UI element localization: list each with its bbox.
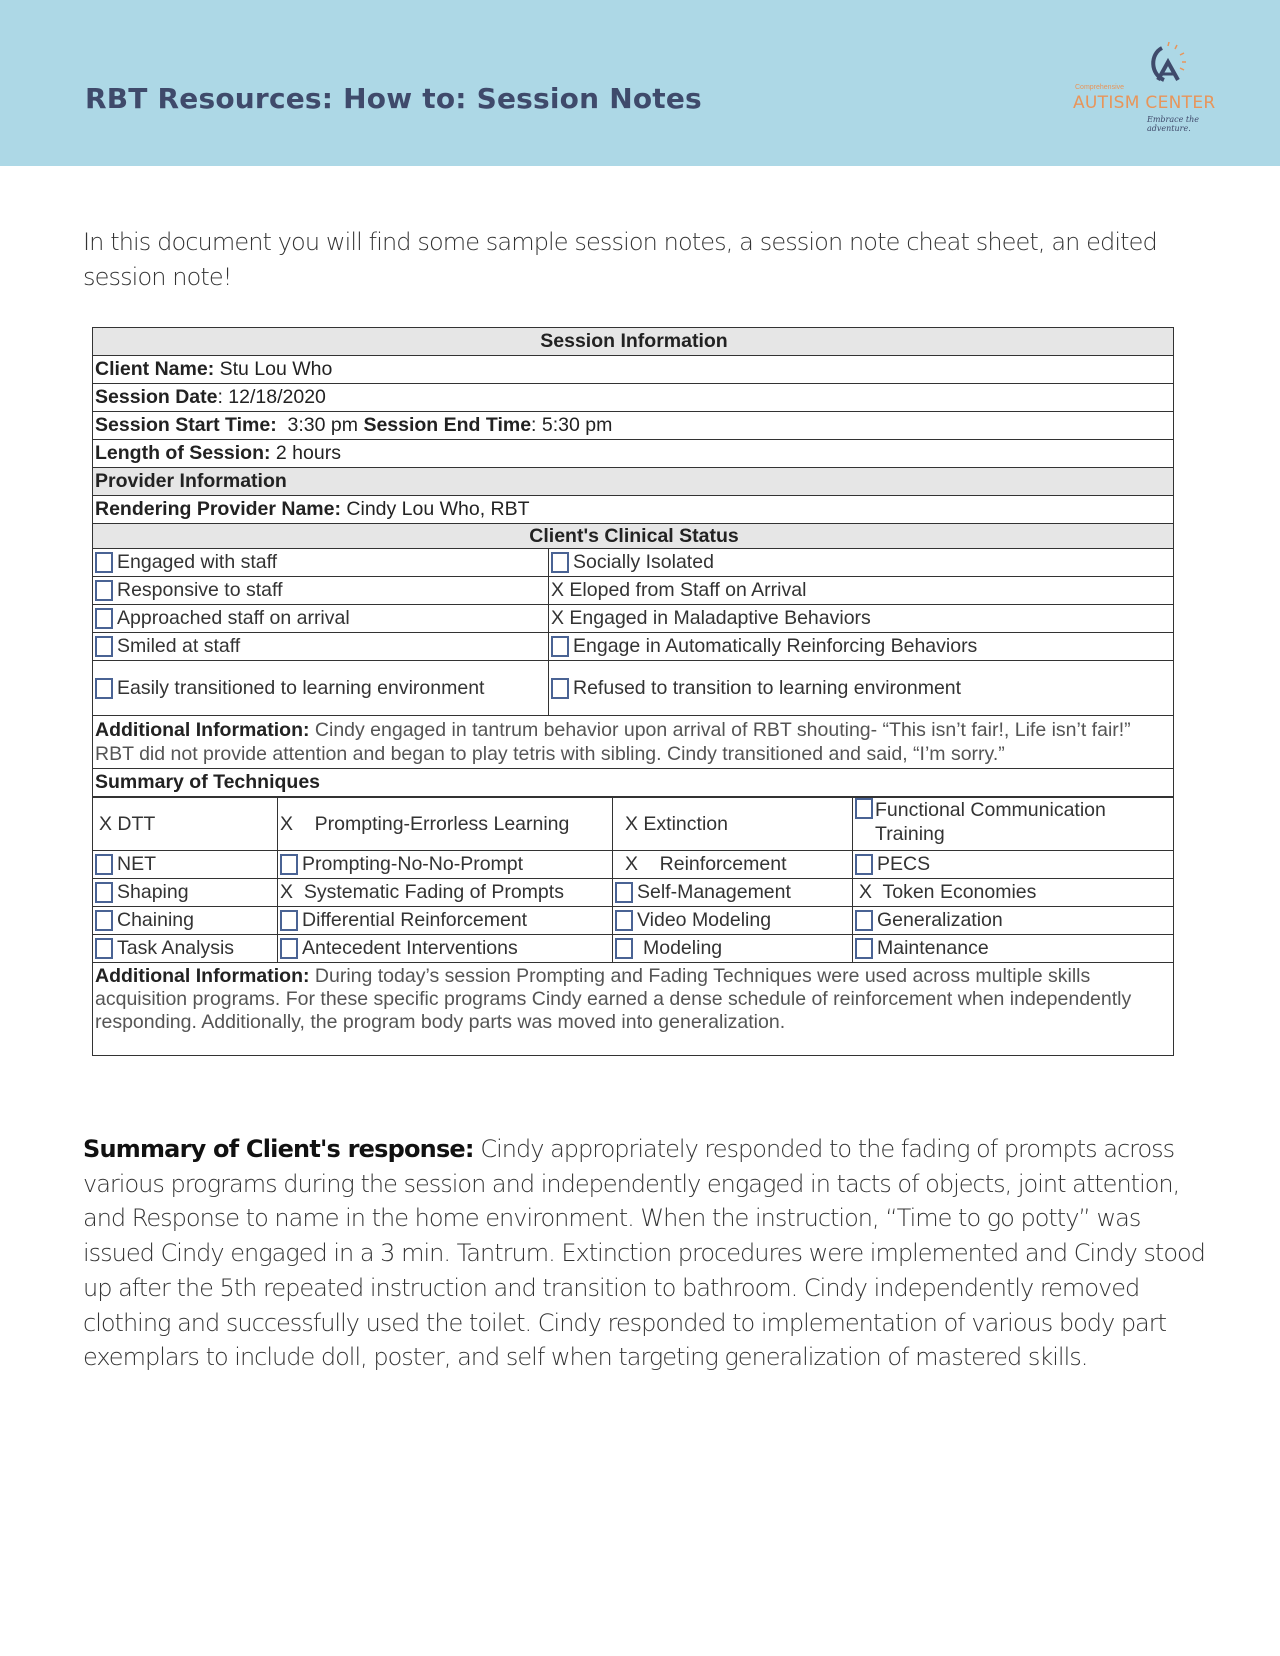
technique-label: X Reinforcement bbox=[625, 853, 787, 875]
checkbox-icon[interactable] bbox=[95, 552, 113, 573]
status-engaged-with-staff[interactable] bbox=[93, 549, 549, 576]
end-time-label: Session End Time bbox=[363, 414, 532, 436]
checkbox-icon[interactable] bbox=[615, 882, 633, 903]
status-refused-transition[interactable] bbox=[549, 661, 1173, 715]
autism-center-logo bbox=[1070, 40, 1240, 133]
clinical-status-header: Client's Clinical Status bbox=[93, 524, 1173, 549]
provider-name-value: Cindy Lou Who, RBT bbox=[346, 498, 530, 520]
provider-header-text: Provider Information bbox=[95, 470, 287, 492]
status-maladaptive-behaviors[interactable] bbox=[549, 605, 1173, 632]
status-approached-staff[interactable] bbox=[93, 605, 549, 632]
status-easily-transitioned[interactable] bbox=[93, 661, 549, 715]
checkbox-icon[interactable] bbox=[95, 938, 113, 959]
techniques-header-text: Summary of Techniques bbox=[95, 771, 321, 793]
checkbox-icon[interactable] bbox=[280, 938, 298, 959]
technique-self-management[interactable] bbox=[613, 879, 853, 906]
provider-name-label: Rendering Provider Name: bbox=[95, 498, 341, 520]
technique-label: Differential Reinforcement bbox=[302, 909, 528, 931]
logo-small-text: Comprehensive bbox=[1075, 84, 1125, 91]
techniques-row bbox=[93, 851, 1173, 879]
session-note-form bbox=[92, 327, 1174, 1056]
technique-label: X DTT bbox=[99, 812, 156, 835]
checkbox-icon[interactable] bbox=[95, 854, 113, 875]
technique-fct[interactable] bbox=[853, 798, 1173, 850]
status-automatically-reinforcing[interactable] bbox=[549, 633, 1173, 660]
technique-video-modeling[interactable] bbox=[613, 907, 853, 934]
status-label: X Eloped from Staff on Arrival bbox=[551, 579, 807, 601]
checkbox-icon[interactable] bbox=[855, 798, 873, 819]
technique-shaping[interactable] bbox=[93, 879, 278, 906]
logo-tagline: Embrace the adventure. bbox=[1147, 115, 1199, 133]
clinical-status-row bbox=[93, 633, 1173, 661]
checkbox-icon[interactable] bbox=[551, 636, 569, 657]
clinical-status-row bbox=[93, 549, 1173, 577]
checkbox-icon[interactable] bbox=[855, 938, 873, 959]
technique-label: Antecedent Interventions bbox=[302, 937, 518, 959]
additional-info-label: Additional Information: bbox=[95, 965, 310, 987]
checkbox-icon[interactable] bbox=[551, 552, 569, 573]
session-info-header: Session Information bbox=[93, 328, 1173, 356]
checkbox-icon[interactable] bbox=[551, 678, 569, 699]
status-label: Refused to transition to learning environment bbox=[573, 676, 962, 699]
technique-antecedent-interventions[interactable] bbox=[278, 935, 613, 962]
session-date-row bbox=[93, 384, 1173, 412]
checkbox-icon[interactable] bbox=[855, 910, 873, 931]
technique-label: PECS bbox=[877, 853, 931, 875]
additional-info-label: Additional Information: bbox=[95, 719, 310, 741]
technique-label: Self-Management bbox=[637, 881, 791, 903]
technique-label: NET bbox=[117, 853, 156, 875]
end-time-value: : 5:30 pm bbox=[531, 414, 613, 436]
provider-info-header bbox=[93, 468, 1173, 496]
status-label: Easily transitioned to learning environment bbox=[117, 676, 485, 699]
checkbox-icon[interactable] bbox=[95, 580, 113, 601]
technique-label: Chaining bbox=[117, 909, 194, 931]
session-date-label: Session Date bbox=[95, 386, 218, 408]
checkbox-icon[interactable] bbox=[280, 910, 298, 931]
technique-label: Functional Communication Training bbox=[875, 799, 1106, 845]
technique-label: Prompting-No-No-Prompt bbox=[302, 853, 524, 875]
techniques-row bbox=[93, 907, 1173, 935]
intro-paragraph: In this document you will find some sample session notes, a session note cheat sheet, an edited session note! bbox=[83, 228, 1157, 291]
technique-label: Generalization bbox=[877, 909, 1003, 931]
technique-label: Video Modeling bbox=[637, 909, 772, 931]
checkbox-icon[interactable] bbox=[280, 854, 298, 875]
status-label: Smiled at staff bbox=[117, 635, 241, 657]
technique-label: X Extinction bbox=[625, 812, 728, 835]
status-label: Responsive to staff bbox=[117, 579, 283, 601]
status-responsive-to-staff[interactable] bbox=[93, 577, 549, 604]
technique-task-analysis[interactable] bbox=[93, 935, 278, 962]
technique-generalization[interactable] bbox=[853, 907, 1173, 934]
technique-label: X Systematic Fading of Prompts bbox=[280, 881, 564, 903]
technique-prompting-errorless[interactable] bbox=[278, 798, 613, 850]
status-smiled-at-staff[interactable] bbox=[93, 633, 549, 660]
checkbox-icon[interactable] bbox=[95, 678, 113, 699]
techniques-row bbox=[93, 798, 1173, 851]
checkbox-icon[interactable] bbox=[95, 636, 113, 657]
client-name-value: Stu Lou Who bbox=[219, 358, 333, 380]
checkbox-icon[interactable] bbox=[95, 608, 113, 629]
page-title: RBT Resources: How to: Session Notes bbox=[85, 82, 702, 115]
technique-extinction[interactable] bbox=[613, 798, 853, 850]
checkbox-icon[interactable] bbox=[95, 910, 113, 931]
status-label: Socially Isolated bbox=[573, 551, 714, 573]
status-label: Approached staff on arrival bbox=[117, 607, 350, 629]
technique-systematic-fading[interactable] bbox=[278, 879, 613, 906]
header-banner bbox=[0, 0, 1280, 166]
length-value: 2 hours bbox=[275, 442, 341, 464]
technique-modeling[interactable] bbox=[613, 935, 853, 962]
clinical-status-row bbox=[93, 577, 1173, 605]
technique-label: Shaping bbox=[117, 881, 189, 903]
status-socially-isolated[interactable] bbox=[549, 549, 1173, 576]
logo-main-text: AUTISM CENTER bbox=[1073, 93, 1216, 113]
technique-prompting-no-no[interactable] bbox=[278, 851, 613, 878]
technique-label: Maintenance bbox=[877, 937, 989, 959]
checkbox-icon[interactable] bbox=[855, 854, 873, 875]
technique-dtt[interactable] bbox=[93, 798, 278, 850]
summary-text: Cindy appropriately responded to the fading of prompts across various programs during the session and independently engaged in tacts of objects, joint attention, and Response to name in the home environment. When the instruction, “Time to go potty” was issued Cindy engaged in a 3 min. Tantrum. Extinction procedures were implemented and Cindy stood up after the 5th repeated instruction and transition to bathroom. Cindy independently removed clothing and successfully used the toilet. Cindy responded to implementation of various body part exemplars to include doll, poster, and self when targeting generalization of mastered skills. bbox=[83, 1135, 1205, 1372]
technique-label: Task Analysis bbox=[117, 937, 235, 959]
status-label: X Engaged in Maladaptive Behaviors bbox=[551, 607, 871, 629]
additional-info-text: During today’s session Prompting and Fading Techniques were used across multiple skills acquisition programs. For these specific programs Cindy earned a dense schedule of reinforcement when independently responding. Additionally, the program body parts was moved into generalization. bbox=[95, 965, 1132, 1033]
technique-label: X Prompting-Errorless Learning bbox=[280, 812, 570, 835]
clinical-status-row bbox=[93, 605, 1173, 633]
provider-name-row bbox=[93, 496, 1173, 524]
technique-reinforcement[interactable] bbox=[613, 851, 853, 878]
client-name-row bbox=[93, 356, 1173, 384]
checkbox-icon[interactable] bbox=[615, 910, 633, 931]
client-name-label: Client Name: bbox=[95, 358, 215, 380]
session-length-row bbox=[93, 440, 1173, 468]
techniques-header bbox=[93, 769, 1173, 798]
techniques-additional-info bbox=[93, 963, 1173, 1055]
summary-label: Summary of Client's response: bbox=[83, 1135, 474, 1163]
client-response-summary bbox=[83, 1132, 1213, 1375]
additional-info-text: Cindy engaged in tantrum behavior upon arrival of RBT shouting- “This isn’t fair!, Life isn’t fair!” RBT did not provide attention and began to play tetris with sibling. Cindy transitioned and said, “I’m sorry.” bbox=[95, 719, 1131, 765]
status-label: Engaged with staff bbox=[117, 551, 278, 573]
clinical-status-row bbox=[93, 661, 1173, 716]
status-eloped-from-staff[interactable] bbox=[549, 577, 1173, 604]
technique-label: X Token Economies bbox=[859, 881, 1037, 903]
technique-chaining[interactable] bbox=[93, 907, 278, 934]
session-time-row bbox=[93, 412, 1173, 440]
technique-differential-reinforcement[interactable] bbox=[278, 907, 613, 934]
checkbox-icon[interactable] bbox=[615, 938, 633, 959]
start-time-value: 3:30 pm bbox=[287, 414, 359, 436]
technique-token-economies[interactable] bbox=[853, 879, 1173, 906]
start-time-label: Session Start Time: bbox=[95, 414, 277, 436]
techniques-row bbox=[93, 879, 1173, 907]
technique-pecs[interactable] bbox=[853, 851, 1173, 878]
technique-label: Modeling bbox=[643, 937, 723, 959]
checkbox-icon[interactable] bbox=[95, 882, 113, 903]
clinical-additional-info bbox=[93, 716, 1173, 769]
session-date-value: : 12/18/2020 bbox=[217, 386, 326, 408]
techniques-row bbox=[93, 935, 1173, 963]
technique-net[interactable] bbox=[93, 851, 278, 878]
logo-mark-icon bbox=[1142, 40, 1192, 90]
length-label: Length of Session: bbox=[95, 442, 271, 464]
technique-maintenance[interactable] bbox=[853, 935, 1173, 962]
status-label: Engage in Automatically Reinforcing Behaviors bbox=[573, 635, 978, 657]
